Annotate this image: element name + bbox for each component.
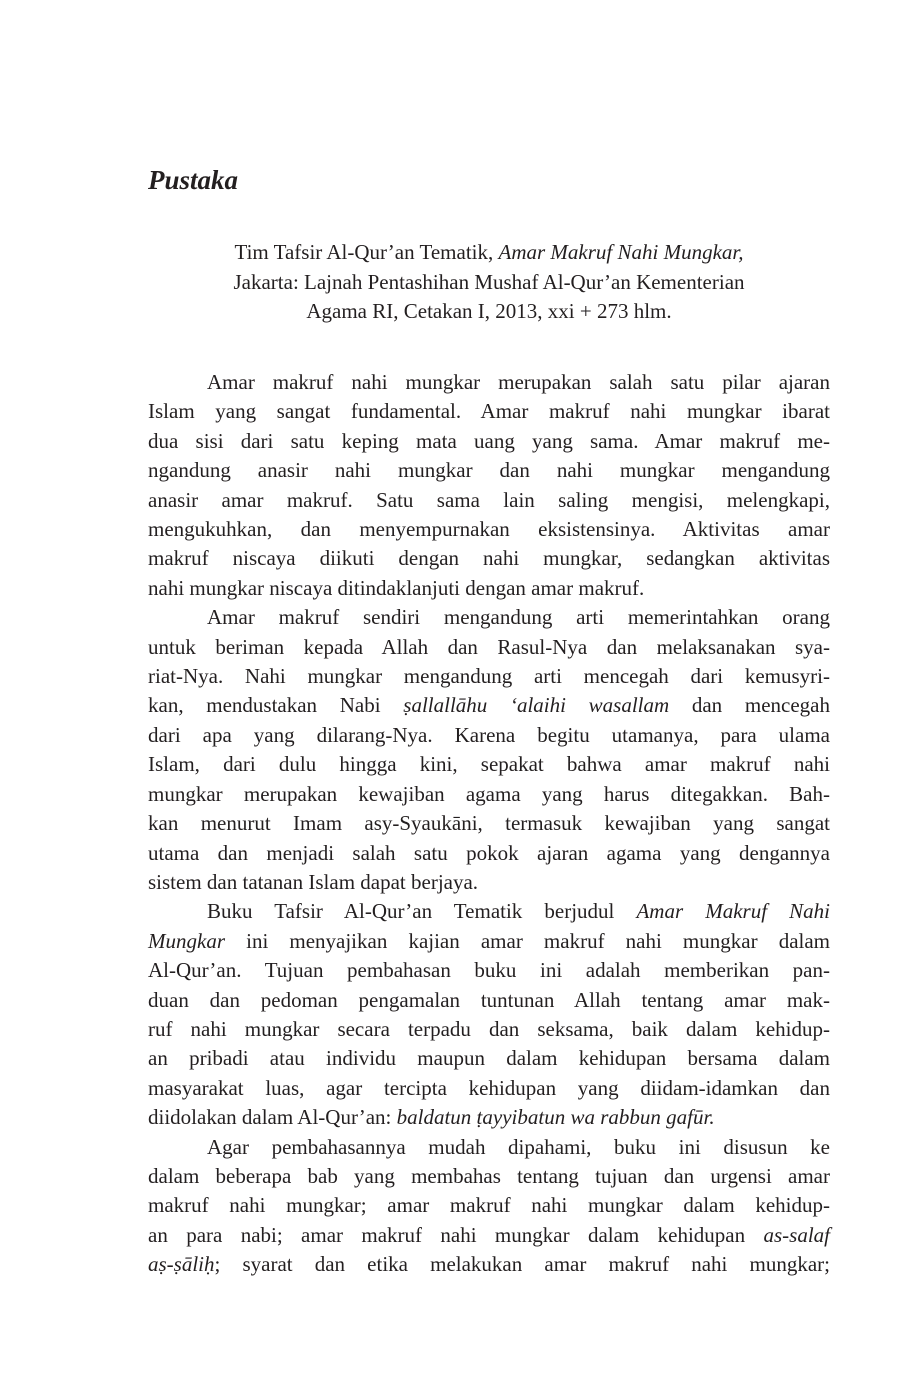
paragraph-4	[148, 1133, 830, 1280]
honorific-italic: ṣallallāhu ‘alaihi wasallam	[403, 693, 670, 718]
book-citation	[148, 238, 830, 327]
paragraph-1	[148, 368, 830, 603]
text-line: makruf nahi mungkar; amar makruf nahi mungkar dalam kehidup-	[148, 1193, 830, 1218]
paragraph-3	[148, 897, 830, 1132]
text-line: ruf nahi mungkar secara terpadu dan seksama, baik dalam kehidup-	[148, 1016, 830, 1041]
arabic-phrase-italic: baldatun ṭayyibatun wa rabbun gafūr.	[396, 1105, 715, 1130]
text-line: Islam yang sangat fundamental. Amar makruf nahi mungkar ibarat	[148, 399, 830, 424]
text-line: anasir amar makruf. Satu sama lain saling mengisi, melengkapi,	[148, 487, 830, 512]
citation-line-2: Jakarta: Lajnah Pentashihan Mushaf Al-Qur’an Kementerian	[233, 269, 745, 294]
text-run: diidolakan dalam Al-Qur’an:	[148, 1105, 397, 1130]
text-line: duan dan pedoman pengamalan tuntunan Allah tentang amar mak-	[148, 987, 830, 1012]
text-line: mengukuhkan, dan menyempurnakan eksistensinya. Aktivitas amar	[148, 517, 830, 542]
text-line: untuk beriman kepada Allah dan Rasul-Nya dan melaksanakan sya-	[148, 634, 830, 659]
text-run: an para nabi; amar makruf nahi mungkar dalam kehidupan	[148, 1222, 764, 1247]
term-italic: as-salaf	[763, 1222, 830, 1247]
text-line: Islam, dari dulu hingga kini, sepakat bahwa amar makruf nahi	[148, 752, 830, 777]
text-line: masyarakat luas, agar tercipta kehidupan yang diidam-idamkan dan	[148, 1075, 830, 1100]
text-run: Buku Tafsir Al-Qur’an Tematik berjudul	[207, 899, 637, 924]
body-text	[148, 368, 830, 1280]
citation-author: Tim Tafsir Al-Qur’an Tematik,	[234, 240, 499, 264]
text-line	[148, 691, 830, 720]
text-line	[148, 927, 830, 956]
text-run: kan, mendustakan Nabi	[148, 693, 404, 718]
citation-line-1	[148, 238, 830, 268]
term-italic: aṣ-ṣāliḥ	[148, 1252, 215, 1277]
text-line	[148, 1250, 830, 1279]
text-run: ; syarat dan etika melakukan amar makruf nahi mungkar;	[214, 1252, 830, 1277]
text-line: utama dan menjadi salah satu pokok ajaran agama yang dengannya	[148, 840, 830, 865]
citation-book-title: Amar Makruf Nahi Mungkar,	[498, 240, 744, 264]
section-heading: Pustaka	[148, 165, 239, 195]
text-line: mungkar merupakan kewajiban agama yang harus ditegakkan. Bah-	[148, 781, 830, 806]
text-line: dalam beberapa bab yang membahas tentang tujuan dan urgensi amar	[148, 1163, 830, 1188]
text-line: dua sisi dari satu keping mata uang yang sama. Amar makruf me-	[148, 428, 830, 453]
text-line: Amar makruf nahi mungkar merupakan salah satu pilar ajaran	[207, 370, 830, 394]
title-italic: Mungkar	[148, 928, 225, 953]
text-line: Al-Qur’an. Tujuan pembahasan buku ini adalah memberikan pan-	[148, 958, 830, 983]
text-line: riat-Nya. Nahi mungkar mengandung arti mencegah dari kemusyri-	[148, 664, 830, 689]
text-line	[148, 897, 830, 926]
text-run: ini menyajikan kajian amar makruf nahi mungkar dalam	[225, 928, 830, 953]
text-line: sistem dan tatanan Islam dapat berjaya.	[148, 869, 479, 894]
text-line: Agar pembahasannya mudah dipahami, buku ini disusun ke	[207, 1134, 830, 1159]
text-line: ngandung anasir nahi mungkar dan nahi mungkar mengandung	[148, 458, 830, 483]
text-line: kan menurut Imam asy-Syaukāni, termasuk kewajiban yang sangat	[148, 811, 830, 836]
text-line: nahi mungkar niscaya ditindaklanjuti dengan amar makruf.	[148, 575, 645, 600]
text-line: dari apa yang dilarang-Nya. Karena begitu utamanya, para ulama	[148, 722, 830, 747]
text-line: an pribadi atau individu maupun dalam kehidupan bersama dalam	[148, 1046, 830, 1071]
text-run: dan mencegah	[669, 693, 830, 718]
title-italic: Amar Makruf Nahi	[636, 899, 831, 924]
text-line: Amar makruf sendiri mengandung arti memerintahkan orang	[207, 605, 830, 630]
text-line	[148, 1221, 830, 1250]
text-line: makruf niscaya diikuti dengan nahi mungkar, sedangkan aktivitas	[148, 546, 830, 571]
paragraph-2	[148, 603, 830, 897]
citation-line-3: Agama RI, Cetakan I, 2013, xxi + 273 hlm.	[306, 299, 672, 323]
text-line	[148, 1103, 830, 1132]
